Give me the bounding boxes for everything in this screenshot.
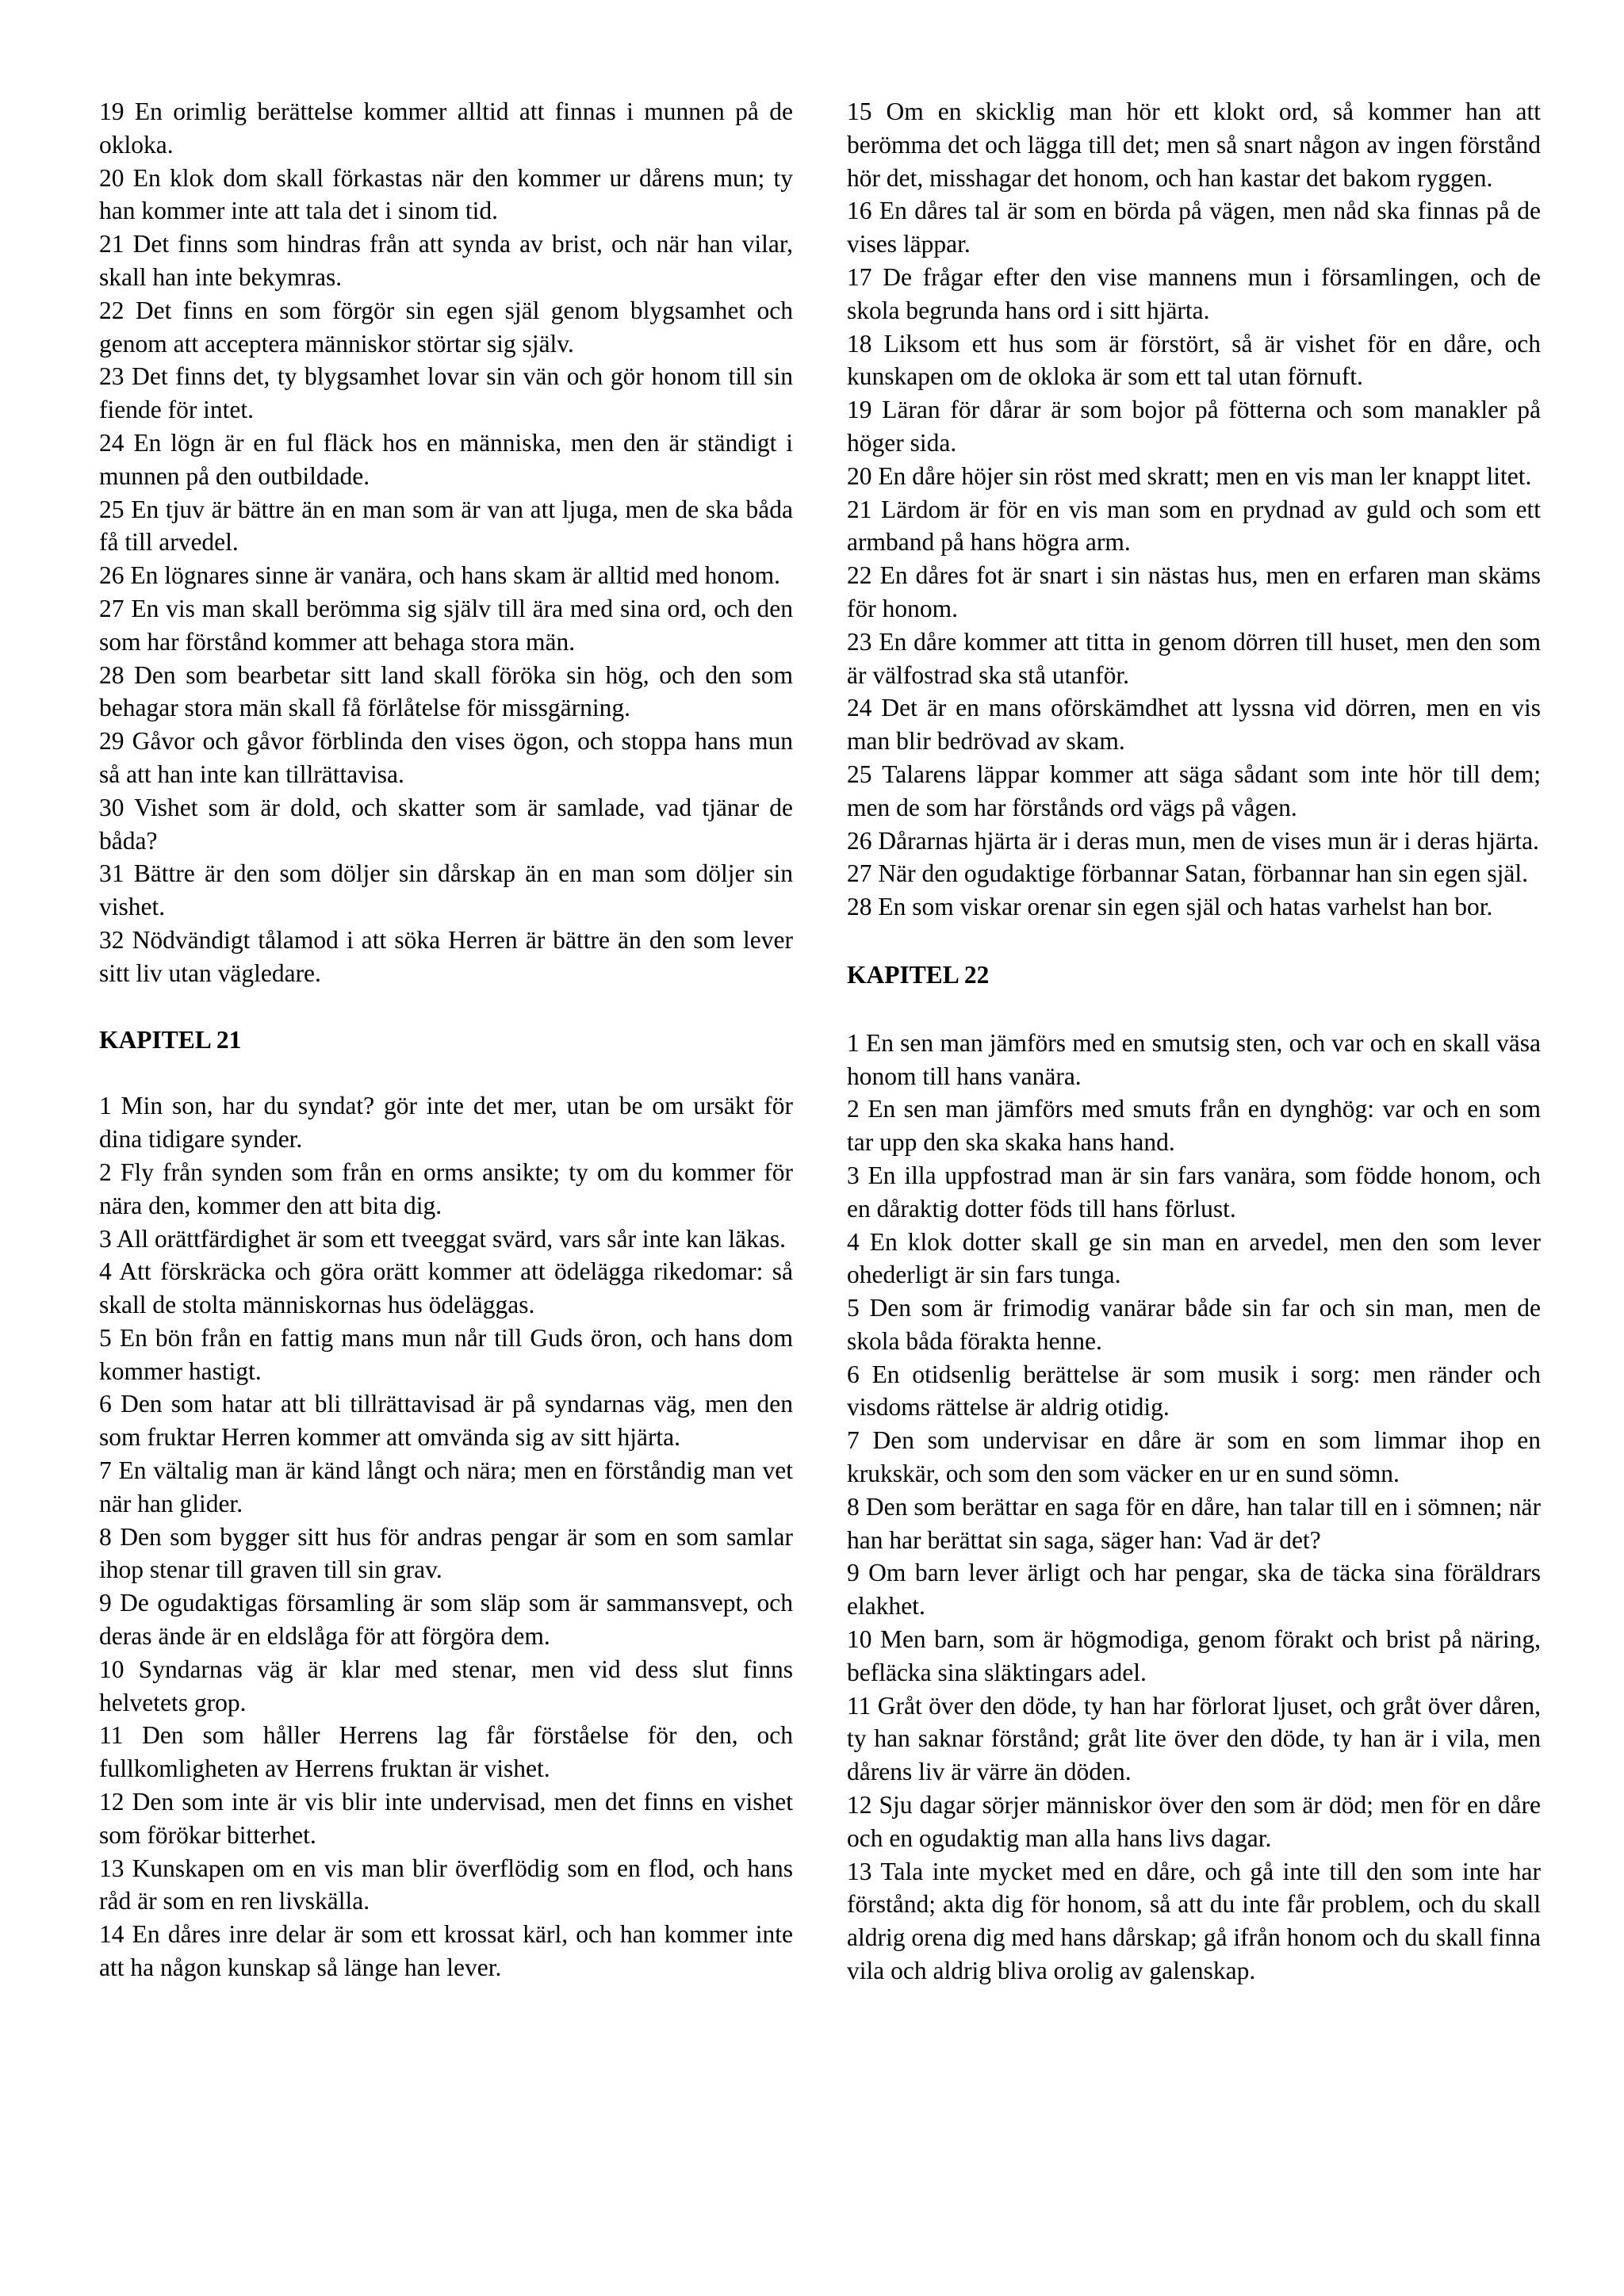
- verse: 20 En dåre höjer sin röst med skratt; men en vis man ler knappt litet.: [847, 461, 1532, 490]
- verse: 4 En klok dotter skall ge sin man en arvedel, men den som lever ohederligt är sin fars tunga.: [847, 1227, 1541, 1289]
- verse: 5 En bön från en fattig mans mun når till Guds öron, och hans dom kommer hastigt.: [99, 1323, 793, 1385]
- verse: 9 De ogudaktigas församling är som släp som är sammansvept, och deras ände är en eldslåga för att förgöra dem.: [99, 1589, 793, 1651]
- verse: 14 En dåres inre delar är som ett krossat kärl, och han kommer inte att ha någon kunskap så länge han lever.: [99, 1920, 793, 1982]
- verse: 26 En lögnares sinne är vanära, och hans skam är alltid med honom.: [99, 561, 781, 590]
- verse: 24 En lögn är en ful fläck hos en människa, men den är ständigt i munnen på den outbildade.: [99, 428, 793, 490]
- verse: 2 Fly från synden som från en orms ansikte; ty om du kommer för nära den, kommer den att bita dig.: [99, 1158, 793, 1219]
- verse: 24 Det är en mans oförskämdhet att lyssna vid dörren, men en vis man blir bedrövad av skam.: [847, 694, 1541, 756]
- verse: 25 Talarens läppar kommer att säga sådant som inte hör till dem; men de som har förstånds ord vägs på vågen.: [847, 760, 1541, 821]
- verse: 20 En klok dom skall förkastas när den kommer ur dårens mun; ty han kommer inte att tala det i sinom tid.: [99, 163, 793, 225]
- verse: 32 Nödvändigt tålamod i att söka Herren är bättre än den som lever sitt liv utan vägledare.: [99, 925, 793, 987]
- verse: 28 En som viskar orenar sin egen själ och hatas varhelst han bor.: [847, 893, 1493, 921]
- verse: 4 Att förskräcka och göra orätt kommer att ödelägga rikedomar: så skall de stolta människornas hus ödeläggas.: [99, 1257, 793, 1319]
- left-column: [99, 95, 793, 1984]
- verse: 28 Den som bearbetar sitt land skall föröka sin hög, och den som behagar stora män skall få förlåtelse för missgärning.: [99, 660, 793, 722]
- verse: 11 Den som håller Herrens lag får förståelse för den, och fullkomligheten av Herrens fruktan är vishet.: [99, 1721, 793, 1783]
- verse: 23 En dåre kommer att titta in genom dörren till huset, men den som är välfostrad ska stå utanför.: [847, 627, 1541, 689]
- verse: 16 En dåres tal är som en börda på vägen, men nåd ska finnas på de vises läppar.: [847, 197, 1541, 258]
- verse: 10 Men barn, som är högmodiga, genom förakt och brist på näring, befläcka sina släktingars adel.: [847, 1625, 1541, 1686]
- verse: 15 Om en skicklig man hör ett klokt ord, så kommer han att berömma det och lägga till det; men så snart någon av ingen förstånd hör det, misshagar det honom, och han kastar det bakom ryggen.: [847, 98, 1541, 192]
- chapter-heading: KAPITEL 22: [847, 960, 990, 989]
- verse: 5 Den som är frimodig vanärar både sin far och sin man, men de skola båda förakta henne.: [847, 1294, 1541, 1355]
- verse: 8 Den som berättar en saga för en dåre, han talar till en i sömnen; när han har berättat sin saga, säger han: Vad är det?: [847, 1492, 1541, 1554]
- verse: 7 Den som undervisar en dåre är som en som limmar ihop en krukskär, och som den som väcker en ur en sund sömn.: [847, 1426, 1541, 1488]
- verse: 1 En sen man jämförs med en smutsig sten, och var och en skall väsa honom till hans vanära.: [847, 1028, 1541, 1090]
- verse: 29 Gåvor och gåvor förblinda den vises ögon, och stoppa hans mun så att han inte kan tillrättavisa.: [99, 727, 793, 788]
- verse: 26 Dårarnas hjärta är i deras mun, men de vises mun är i deras hjärta.: [847, 826, 1539, 855]
- verse: 1 Min son, har du syndat? gör inte det mer, utan be om ursäkt för dina tidigare synder.: [99, 1092, 793, 1154]
- verse: 6 Den som hatar att bli tillrättavisad är på syndarnas väg, men den som fruktar Herren kommer att omvända sig av sitt hjärta.: [99, 1390, 793, 1452]
- verse: 19 Läran för dårar är som bojor på fötterna och som manakler på höger sida.: [847, 396, 1541, 457]
- verse: 3 All orättfärdighet är som ett tveeggat svärd, vars sår inte kan läkas.: [99, 1224, 786, 1253]
- verse: 2 En sen man jämförs med smuts från en dynghög: var och en som tar upp den ska skaka hans hand.: [847, 1095, 1541, 1157]
- verse: 19 En orimlig berättelse kommer alltid att finnas i munnen på de okloka.: [99, 98, 793, 159]
- verse: 22 En dåres fot är snart i sin nästas hus, men en erfaren man skäms för honom.: [847, 561, 1541, 622]
- verse: 10 Syndarnas väg är klar med stenar, men vid dess slut finns helvetets grop.: [99, 1655, 793, 1716]
- verse: 8 Den som bygger sitt hus för andras pengar är som en som samlar ihop stenar till graven till sin grav.: [99, 1522, 793, 1584]
- verse: 30 Vishet som är dold, och skatter som är samlade, vad tjänar de båda?: [99, 793, 793, 855]
- verse: 17 De frågar efter den vise mannens mun i församlingen, och de skola begrunda hans ord i sitt hjärta.: [847, 262, 1541, 324]
- verse: 13 Tala inte mycket med en dåre, och gå inte till den som inte har förstånd; akta dig för honom, så att du inte får problem, och du skall aldrig orena dig med hans dårskap; gå ifrån honom och du skall finna vila och aldrig bliva orolig av galenskap.: [847, 1857, 1541, 1985]
- verse: 6 En otidsenlig berättelse är som musik i sorg: men ränder och visdoms rättelse är aldrig otidig.: [847, 1360, 1541, 1422]
- verse: 23 Det finns det, ty blygsamhet lovar sin vän och gör honom till sin fiende för intet.: [99, 362, 793, 424]
- verse: 21 Lärdom är för en vis man som en prydnad av guld och som ett armband på hans högra arm.: [847, 495, 1541, 557]
- verse: 7 En vältalig man är känd långt och nära; men en förståndig man vet när han glider.: [99, 1456, 793, 1517]
- verse: 18 Liksom ett hus som är förstört, så är vishet för en dåre, och kunskapen om de okloka är som ett tal utan förnuft.: [847, 329, 1541, 391]
- verse: 27 När den ogudaktige förbannar Satan, förbannar han sin egen själ.: [847, 859, 1528, 888]
- verse: 25 En tjuv är bättre än en man som är van att ljuga, men de ska båda få till arvedel.: [99, 495, 793, 557]
- verse: 21 Det finns som hindras från att synda av brist, och när han vilar, skall han inte bekymras.: [99, 230, 793, 291]
- verse: 11 Gråt över den döde, ty han har förlorat ljuset, och gråt över dåren, ty han saknar förstånd; gråt lite över den döde, ty han är i vila, men dårens liv är värre än döden.: [847, 1691, 1541, 1786]
- chapter-heading: KAPITEL 21: [99, 1025, 242, 1054]
- verse: 3 En illa uppfostrad man är sin fars vanära, som födde honom, och en dåraktig dotter föds till hans förlust.: [847, 1161, 1541, 1223]
- verse: 9 Om barn lever ärligt och har pengar, ska de täcka sina föräldrars elakhet.: [847, 1559, 1541, 1621]
- verse: 27 En vis man skall berömma sig själv till ära med sina ord, och den som har förstånd kommer att behaga stora män.: [99, 594, 793, 656]
- verse: 31 Bättre är den som döljer sin dårskap än en man som döljer sin vishet.: [99, 859, 793, 921]
- verse: 12 Sju dagar sörjer människor över den som är död; men för en dåre och en ogudaktig man alla hans livs dagar.: [847, 1791, 1541, 1852]
- verse: 22 Det finns en som förgör sin egen själ genom blygsamhet och genom att acceptera människor störtar sig själv.: [99, 296, 793, 358]
- right-column: [847, 95, 1541, 1988]
- verse: 12 Den som inte är vis blir inte undervisad, men det finns en vishet som förökar bitterhet.: [99, 1788, 793, 1849]
- verse: 13 Kunskapen om en vis man blir överflödig som en flod, och hans råd är som en ren livskälla.: [99, 1854, 793, 1915]
